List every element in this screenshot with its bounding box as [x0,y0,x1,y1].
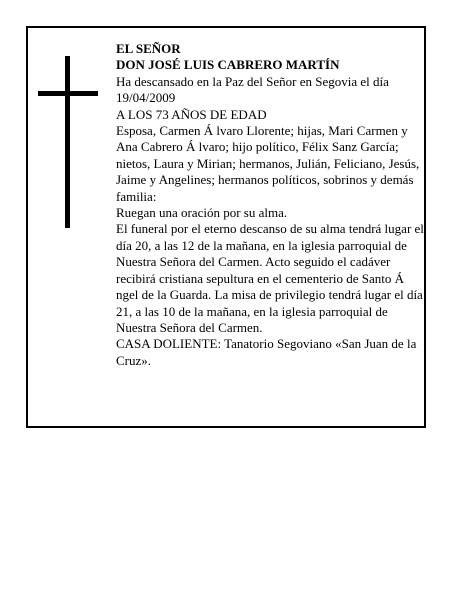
funeral-details: El funeral por el eterno descanso de su alma tendrá lugar el día 20, a las 12 de la mañana, en la iglesia parroquial de Nuestra Señora del Carmen. Acto seguido el cadáver recibirá cristiana sepultura en el cementerio de Santo Á ngel de la Guarda. La misa de privilegio tendrá lugar el día 21, a las 10 de la mañana, en la iglesia parroquial de Nuestra Señora del Carmen. [116,221,424,335]
cross-horizontal-bar [38,91,98,96]
age-statement: A LOS 73 AÑOS DE EDAD [116,106,267,122]
deceased-name: DON JOSÉ LUIS CABRERO MARTÍN [116,57,340,73]
notice-text [116,41,424,369]
cross-icon [38,56,98,228]
prayer-request: Ruegan una oración por su alma. [116,205,288,221]
death-statement: Ha descansado en la Paz del Señor en Segovia el día 19/04/2009 [116,73,389,106]
title-line-1: EL SEÑOR [116,41,181,56]
mourning-house: CASA DOLIENTE: Tanatorio Segoviano «San Juan de la Cruz». [116,336,417,368]
obituary-notice [26,26,426,428]
family-list: Esposa, Carmen Á lvaro Llorente; hijas, Mari Carmen y Ana Cabrero Á lvaro; hijo político, Félix Sanz García; nietos, Laura y Mirian; hermanos, Julián, Feliciano, Jesús, Jaime y Angelines; hermanos políticos, sobrinos y demás familia: [116,123,420,204]
cross-vertical-bar [65,56,70,228]
